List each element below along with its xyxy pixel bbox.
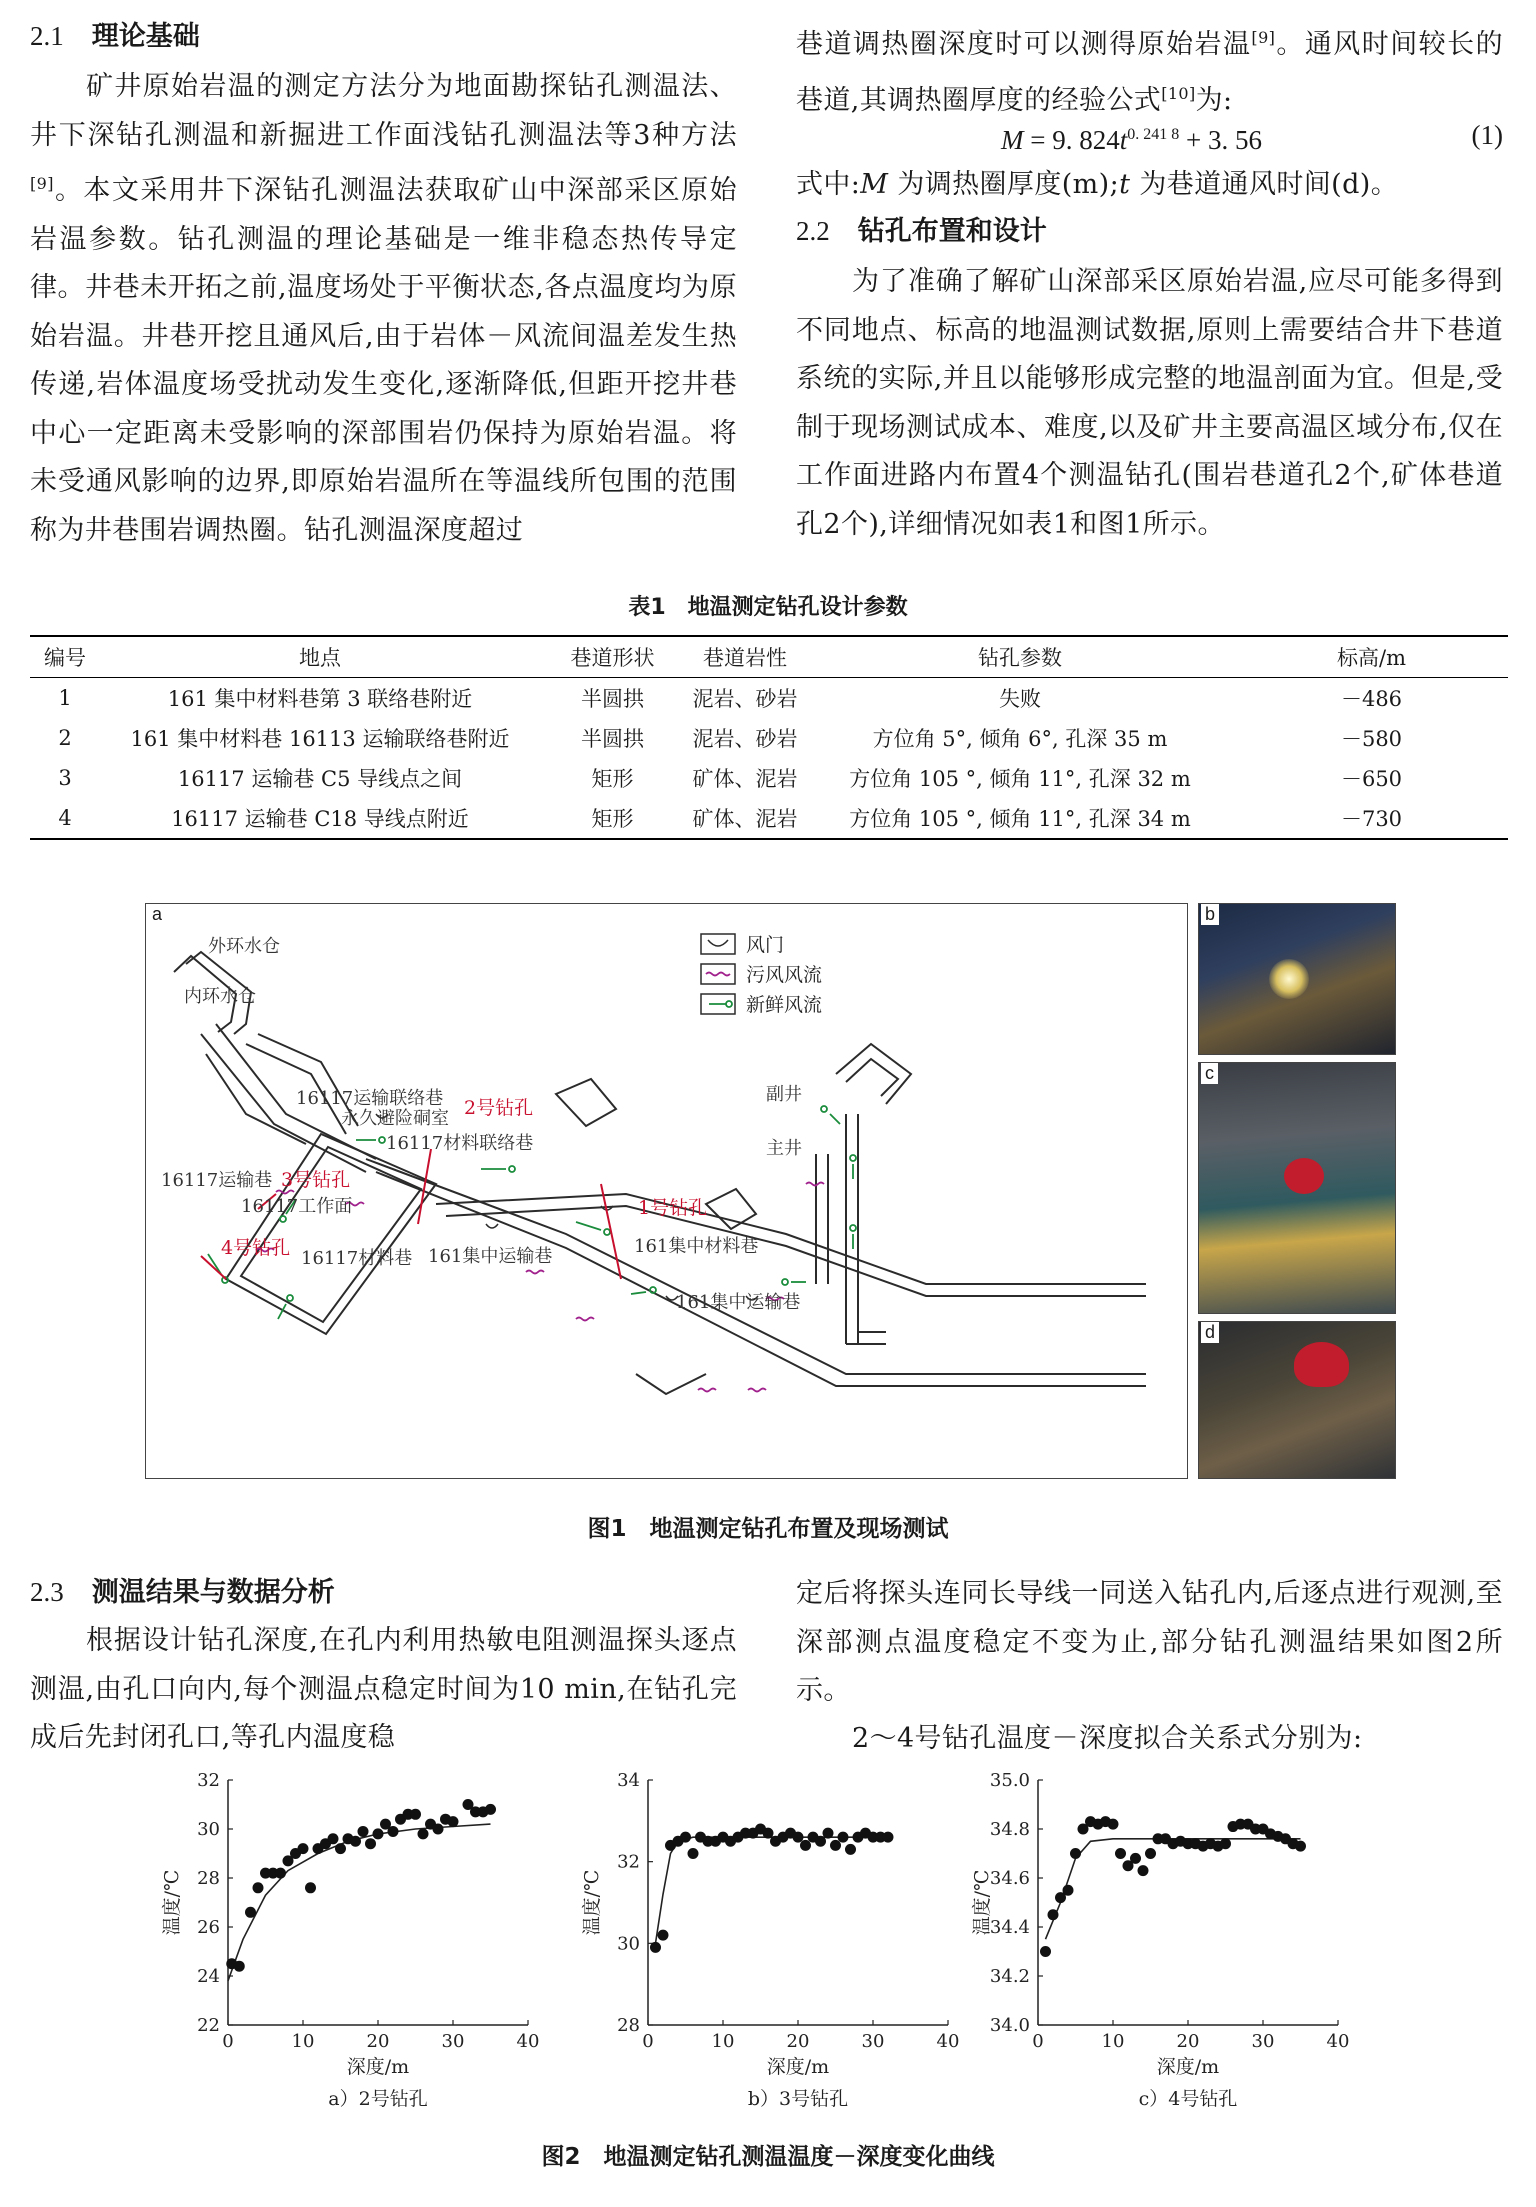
data-point	[838, 1832, 849, 1843]
section-number: 2.2	[796, 216, 830, 246]
table-cell: 16117 运输巷 C18 导线点附近	[171, 807, 469, 831]
map-label: 161集中运输巷	[676, 1292, 801, 1313]
y-tick-label: 28	[617, 2015, 640, 2036]
table-header-row	[30, 636, 1508, 678]
y-tick-label: 30	[197, 1819, 220, 1840]
column-header: 巷道形状	[570, 646, 655, 670]
map-label: 16117材料巷	[301, 1248, 413, 1269]
x-axis-label: 深度/m	[346, 2056, 410, 2078]
panel-label: c	[1201, 1063, 1218, 1084]
section-2-3-body-right	[796, 1570, 1503, 1720]
paragraph-text: 为了准确了解矿山深部采区原始岩温,应尽可能多得到不同地点、标高的地温测试数据,原则上需要结合井下巷道系统的实际,并且以能够形成完整的地温剖面为宜。但是,受制于现场测试成本、难度,以及矿井主要高温区域分布,仅在工作面进路内布置4个测温钻孔(围岩巷道孔2个,矿体巷道孔2个),详细情况如表1和图1所示。	[796, 266, 1503, 540]
column-header: 钻孔参数	[978, 646, 1062, 670]
panel-label: a	[148, 904, 166, 925]
map-label: 内环水仓	[184, 986, 256, 1007]
y-tick-label: 34.6	[989, 1868, 1030, 1889]
data-point	[388, 1826, 399, 1837]
formula-symbol: M	[1001, 125, 1024, 155]
field-photo-d	[1198, 1321, 1396, 1479]
figure-1-map-panel	[145, 903, 1188, 1479]
x-tick-label: 40	[516, 2031, 540, 2052]
table-cell: 矩形	[591, 767, 634, 791]
paragraph-text: 定后将探头连同长导线一同送入钻孔内,后逐点进行观测,至深部测点温度稳定不变为止,部分钻孔测温结果如图2所示。	[796, 1578, 1503, 1706]
y-axis-label: 温度/℃	[971, 1869, 993, 1936]
x-tick-label: 10	[1101, 2031, 1125, 2052]
figure-1-caption: 图1 地温测定钻孔布置及现场测试	[587, 1516, 949, 1542]
data-point	[245, 1907, 256, 1918]
chart-subtitle: a）2号钻孔	[328, 2088, 428, 2110]
table-cell: －650	[1340, 767, 1403, 791]
section-title: 钻孔布置和设计	[857, 216, 1047, 247]
paragraph-text: 为巷道通风时间(d)。	[1130, 169, 1399, 200]
data-point	[335, 1843, 346, 1854]
data-point	[883, 1832, 894, 1843]
column-header: 地点	[299, 646, 341, 670]
table-row	[30, 758, 1508, 798]
table-cell: 泥岩、砂岩	[692, 727, 798, 751]
y-axis-label: 温度/℃	[581, 1869, 603, 1936]
paragraph-text: 。本文采用井下深钻孔测温法获取矿山中深部采区原始岩温参数。钻孔测温的理论基础是一维非稳态热传导定律。井巷未开拓之前,温度场处于平衡状态,各点温度均为原始岩温。井巷开挖且通风后,由于岩体－风流间温差发生热传递,岩体温度场受扰动发生变化,逐渐降低,但距开挖井巷中心一定距离未受影响的深部围岩仍保持为原始岩温。将未受通风影响的边界,即原始岩温所在等温线所包围的范围称为井巷围岩调热圈。钻孔测温深度超过	[30, 175, 737, 546]
chart-subtitle: c）4号钻孔	[1138, 2088, 1238, 2110]
table-cell: 半圆拱	[581, 687, 644, 711]
x-tick-label: 30	[1251, 2031, 1275, 2052]
y-tick-label: 30	[617, 1933, 640, 1955]
table-cell: 16117 运输巷 C5 导线点之间	[177, 767, 463, 791]
legend-foul-air-label: 污风风流	[746, 964, 823, 986]
data-point	[433, 1824, 444, 1835]
x-axis-label: 深度/m	[766, 2056, 830, 2078]
section-2-1-heading	[30, 14, 730, 59]
x-tick-label: 10	[711, 2031, 735, 2052]
x-tick-label: 40	[1326, 2031, 1350, 2052]
table-cell: 泥岩、砂岩	[692, 687, 798, 711]
data-point	[688, 1848, 699, 1859]
x-tick-label: 0	[1032, 2031, 1044, 2052]
section-2-3-heading	[30, 1570, 730, 1615]
y-tick-label: 35.0	[989, 1770, 1030, 1791]
y-tick-label: 34.8	[989, 1819, 1030, 1840]
y-tick-label: 26	[197, 1917, 220, 1938]
section-2-1-body	[30, 63, 737, 593]
hole-label: 4号钻孔	[221, 1237, 291, 1259]
panel-label: b	[1201, 904, 1219, 925]
table-cell: 方位角 5°, 倾角 6°, 孔深 35 m	[872, 727, 1168, 751]
section-number: 2.1	[30, 21, 64, 51]
x-tick-label: 0	[222, 2031, 234, 2052]
legend-fresh-air-label: 新鲜风流	[746, 994, 823, 1016]
section-number: 2.3	[30, 1577, 64, 1607]
formula-symbol: t	[1119, 169, 1131, 200]
formula-exponent: 0. 241 8	[1127, 126, 1180, 143]
map-label: 16117运输联络巷	[296, 1088, 444, 1109]
x-tick-label: 30	[441, 2031, 465, 2052]
equation-legend	[796, 161, 1516, 210]
x-tick-label: 20	[366, 2031, 390, 2052]
data-point	[373, 1828, 384, 1839]
fit-curve	[228, 1824, 491, 1981]
table-row	[30, 678, 1508, 719]
table-row	[30, 718, 1508, 758]
y-axis-label: 温度/℃	[161, 1869, 183, 1936]
data-point	[1070, 1848, 1081, 1859]
data-point	[1115, 1848, 1126, 1859]
hole-label: 1号钻孔	[638, 1197, 708, 1219]
paragraph-text: 矿井原始岩温的测定方法分为地面勘探钻孔测温法、井下深钻孔测温和新掘进工作面浅钻孔测温法等3种方法	[30, 71, 737, 151]
x-tick-label: 10	[291, 2031, 315, 2052]
citation[interactable]: [10]	[1161, 83, 1196, 103]
x-axis-label: 深度/m	[1156, 2056, 1220, 2078]
table-cell: 161 集中材料巷第 3 联络巷附近	[167, 687, 473, 711]
data-point	[234, 1961, 245, 1972]
map-label: 永久避险硐室	[341, 1108, 449, 1129]
fit-curve	[1046, 1839, 1301, 1939]
data-point	[410, 1809, 421, 1820]
table-cell: 方位角 105 °, 倾角 11°, 孔深 34 m	[849, 807, 1191, 831]
data-point	[1063, 1885, 1074, 1896]
column-header: 标高/m	[1337, 646, 1406, 670]
y-tick-label: 34.4	[989, 1917, 1030, 1938]
x-tick-label: 0	[642, 2031, 654, 2052]
data-point	[680, 1832, 691, 1843]
table-cell: 失败	[999, 687, 1041, 711]
equation-number: (1)	[1471, 120, 1503, 150]
panel-label: d	[1201, 1322, 1219, 1343]
data-point	[1145, 1848, 1156, 1859]
formula-symbol: t	[1119, 125, 1128, 155]
fit-intro	[852, 1715, 1502, 1764]
map-label: 16117材料联络巷	[386, 1133, 534, 1154]
citation[interactable]: [9]	[1251, 28, 1276, 47]
data-point	[350, 1836, 361, 1847]
data-point	[1048, 1909, 1059, 1920]
table-cell: 4	[58, 806, 72, 830]
x-tick-label: 20	[786, 2031, 810, 2052]
field-photo-c	[1198, 1062, 1396, 1314]
chart-hole-4	[970, 1760, 1390, 2120]
data-point	[305, 1882, 316, 1893]
data-point	[793, 1832, 804, 1843]
section-2-2-body	[796, 258, 1503, 598]
right-column-body	[796, 14, 1503, 114]
citation[interactable]: [9]	[30, 174, 54, 193]
section-title: 理论基础	[91, 21, 200, 52]
map-label: 16117工作面	[241, 1196, 353, 1217]
column-header: 编号	[44, 646, 86, 670]
data-point	[1138, 1865, 1149, 1876]
y-tick-label: 28	[197, 1868, 220, 1889]
hole-label: 3号钻孔	[281, 1169, 351, 1191]
data-point	[1295, 1841, 1306, 1852]
data-point	[448, 1816, 459, 1827]
table-cell: 161 集中材料巷 16113 运输联络巷附近	[130, 727, 510, 751]
chart-subtitle: b）3号钻孔	[747, 2088, 849, 2110]
table-cell: 半圆拱	[581, 727, 644, 751]
map-label: 16117运输巷	[161, 1170, 273, 1191]
table-cell: －580	[1340, 727, 1403, 751]
data-point	[823, 1828, 834, 1839]
paragraph-text: 为调热圈厚度(m);	[888, 169, 1120, 200]
paragraph-text: 式中:	[796, 169, 861, 200]
y-tick-label: 34	[617, 1770, 640, 1791]
hole-label: 2号钻孔	[464, 1097, 534, 1119]
formula-text: = 9. 824	[1023, 125, 1120, 155]
y-tick-label: 32	[197, 1770, 220, 1791]
data-point	[485, 1804, 496, 1815]
mine-roadway-map	[146, 904, 1187, 1478]
data-point	[763, 1828, 774, 1839]
x-tick-label: 30	[861, 2031, 885, 2052]
paragraph-text: 巷道调热圈深度时可以测得原始岩温	[796, 29, 1252, 60]
data-point	[1108, 1819, 1119, 1830]
x-tick-label: 40	[936, 2031, 960, 2052]
data-point	[1220, 1838, 1231, 1849]
map-label: 外环水仓	[208, 936, 280, 957]
data-point	[253, 1882, 264, 1893]
table-1	[30, 635, 1508, 840]
data-point	[418, 1828, 429, 1839]
column-header: 巷道岩性	[703, 646, 787, 670]
data-point	[365, 1838, 376, 1849]
y-tick-label: 34.0	[989, 2015, 1030, 2036]
data-point	[1130, 1853, 1141, 1864]
formula-symbol: M	[860, 169, 889, 200]
y-tick-label: 34.2	[989, 1966, 1030, 1987]
paragraph-text: 2～4号钻孔温度－深度拟合关系式分别为:	[852, 1723, 1363, 1754]
data-point	[658, 1930, 669, 1941]
field-photo-b	[1198, 903, 1396, 1055]
chart-hole-3	[580, 1760, 980, 2120]
data-point	[830, 1840, 841, 1851]
section-2-2-heading	[796, 209, 1496, 254]
data-point	[800, 1840, 811, 1851]
map-label: 161集中运输巷	[428, 1246, 553, 1267]
chart-hole-2	[160, 1760, 580, 2120]
map-label: 副井	[766, 1084, 802, 1105]
data-point	[815, 1836, 826, 1847]
table-cell: 矩形	[591, 807, 634, 831]
table-cell: 矿体、泥岩	[692, 767, 798, 791]
section-title: 测温结果与数据分析	[91, 1577, 335, 1608]
table-1-caption: 表1 地温测定钻孔设计参数	[628, 595, 908, 620]
formula-text: + 3. 56	[1179, 125, 1262, 155]
legend-air-door-label: 风门	[746, 934, 785, 956]
paragraph-text: 根据设计钻孔深度,在孔内利用热敏电阻测温探头逐点测温,由孔口向内,每个测温点稳定时间为10 min,在钻孔完成后先封闭孔口,等孔内温度稳	[30, 1625, 737, 1753]
x-tick-label: 20	[1176, 2031, 1200, 2052]
y-tick-label: 32	[617, 1851, 640, 1873]
table-cell: 矿体、泥岩	[692, 807, 798, 831]
y-tick-label: 22	[197, 2015, 220, 2036]
map-label: 主井	[766, 1138, 802, 1159]
data-point	[650, 1942, 661, 1953]
table-cell: 2	[58, 726, 72, 750]
data-point	[275, 1868, 286, 1879]
figure-2-caption: 图2 地温测定钻孔测温温度－深度变化曲线	[541, 2144, 995, 2170]
map-label: 161集中材料巷	[634, 1236, 759, 1257]
section-2-3-body-left	[30, 1617, 737, 1767]
table-cell: 方位角 105 °, 倾角 11°, 孔深 32 m	[849, 767, 1191, 791]
table-cell: 3	[58, 766, 72, 790]
data-point	[358, 1826, 369, 1837]
data-point	[845, 1844, 856, 1855]
table-row	[30, 798, 1508, 839]
paragraph-text: 。通风时间较长的巷道,其调热圈厚度的经验公式	[796, 29, 1504, 116]
table-cell: 1	[58, 686, 72, 710]
table-cell: －486	[1340, 687, 1403, 711]
data-point	[328, 1833, 339, 1844]
data-point	[1040, 1946, 1051, 1957]
table-cell: －730	[1340, 807, 1403, 831]
data-point	[298, 1843, 309, 1854]
y-tick-label: 24	[197, 1966, 220, 1987]
paragraph-text: 为:	[1195, 84, 1233, 116]
